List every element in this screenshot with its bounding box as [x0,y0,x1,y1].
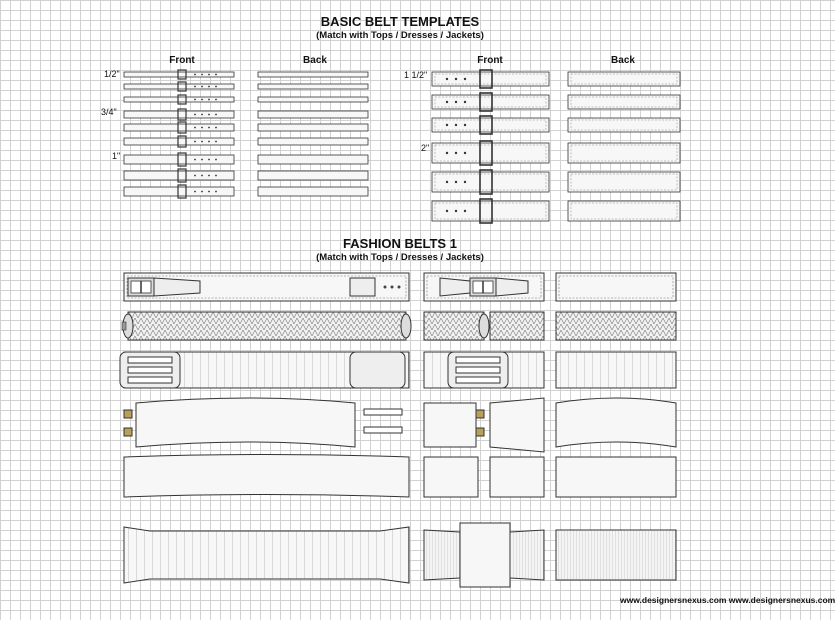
basic-hole-left-4-4 [215,114,217,116]
basic-hole-left-6-3 [208,141,210,143]
fashion-belt-4-front [124,398,402,447]
fashion-belt-4-back [556,398,676,447]
section1-subtitle: (Match with Tops / Dresses / Jackets) [316,30,484,41]
basic-belt-back-right-5 [568,172,680,192]
basic-hole-left-4-2 [201,114,203,116]
fashion-belt-5-front [124,455,409,498]
basic-belt-back-left-1 [258,72,368,77]
basic-belt-front-left-4 [124,111,234,118]
basic-hole-left-3-2 [201,99,203,101]
fashion-belts [120,273,676,587]
basic-belt-templates [124,70,680,223]
fashion-belt-2-front-2 [424,312,544,340]
basic-hole-right-4-2 [455,152,457,154]
basic-hole-right-5-1 [446,181,448,183]
basic-hole-right-4-1 [446,152,448,154]
fashion-belt-3-front-2 [424,352,544,388]
basic-belt-front-left-7 [124,155,234,164]
size-label-three-quarter-inch: 3/4" [101,107,117,117]
basic-hole-left-3-3 [208,99,210,101]
basic-belt-back-left-7 [258,155,368,164]
basic-hole-right-3-2 [455,124,457,126]
basic-hole-left-8-3 [208,175,210,177]
fashion-belt-6-front [124,527,409,583]
basic-hole-right-2-3 [464,101,466,103]
fashion-belt-5-front-2 [424,457,544,497]
basic-hole-left-6-1 [194,141,196,143]
basic-hole-left-1-4 [215,74,217,76]
back-label-right: Back [611,55,635,66]
fashion-belt-3-back [556,352,676,388]
basic-belt-front-left-8 [124,171,234,180]
basic-belt-front-left-3 [124,97,234,102]
basic-belt-front-left-5 [124,124,234,131]
basic-hole-left-2-1 [194,86,196,88]
basic-belt-front-right-4 [432,143,549,163]
basic-belt-back-left-5 [258,124,368,131]
fashion-belt-3-front [120,352,409,388]
basic-hole-left-1-2 [201,74,203,76]
basic-hole-left-3-1 [194,99,196,101]
basic-hole-left-8-1 [194,175,196,177]
basic-belt-back-left-9 [258,187,368,196]
fashion-belt-1-front [124,273,409,301]
basic-hole-left-9-4 [215,191,217,193]
basic-hole-left-9-3 [208,191,210,193]
fashion-belt-6-front-2 [424,523,544,587]
fashion-belt-1-back [556,273,676,301]
basic-hole-left-7-3 [208,159,210,161]
basic-hole-left-5-3 [208,127,210,129]
fashion-belt-4-front-2 [424,398,544,452]
basic-belt-back-left-8 [258,171,368,180]
basic-hole-right-1-3 [464,78,466,80]
basic-hole-left-5-4 [215,127,217,129]
basic-hole-left-2-4 [215,86,217,88]
basic-belt-back-left-3 [258,97,368,102]
basic-hole-right-6-1 [446,210,448,212]
basic-hole-left-9-1 [194,191,196,193]
basic-hole-left-6-4 [215,141,217,143]
basic-belt-front-left-9 [124,187,234,196]
basic-hole-right-3-1 [446,124,448,126]
fashion-belt-5-back [556,457,676,497]
basic-hole-left-9-2 [201,191,203,193]
basic-hole-right-6-3 [464,210,466,212]
basic-hole-left-4-3 [208,114,210,116]
basic-hole-left-8-2 [201,175,203,177]
fashion-belt-6-back [556,530,676,580]
basic-belt-front-left-6 [124,138,234,145]
section2-title: FASHION BELTS 1 [343,236,457,251]
basic-hole-left-7-2 [201,159,203,161]
basic-belt-front-left-1 [124,72,234,77]
basic-belt-front-right-6 [432,201,549,221]
front-label-left: Front [169,55,195,66]
basic-hole-left-1-3 [208,74,210,76]
fashion-belt-1-front-2 [424,273,544,301]
basic-hole-left-3-4 [215,99,217,101]
basic-hole-right-3-3 [464,124,466,126]
basic-hole-right-2-2 [455,101,457,103]
basic-hole-left-5-1 [194,127,196,129]
basic-hole-left-4-1 [194,114,196,116]
basic-belt-back-left-4 [258,111,368,118]
size-label-one-and-half-inch: 1 1/2" [404,70,428,80]
basic-hole-right-5-2 [455,181,457,183]
basic-hole-left-6-2 [201,141,203,143]
basic-hole-left-8-4 [215,175,217,177]
basic-belt-back-right-6 [568,201,680,221]
basic-belt-front-right-5 [432,172,549,192]
basic-hole-right-5-3 [464,181,466,183]
basic-hole-left-7-4 [215,159,217,161]
basic-hole-right-6-2 [455,210,457,212]
basic-belt-back-right-4 [568,143,680,163]
size-label-two-inch: 2" [421,143,430,153]
basic-hole-left-2-3 [208,86,210,88]
section2-subtitle: (Match with Tops / Dresses / Jackets) [316,252,484,263]
basic-belt-back-left-6 [258,138,368,145]
basic-belt-front-left-2 [124,84,234,89]
basic-hole-right-1-1 [446,78,448,80]
basic-hole-right-4-3 [464,152,466,154]
basic-hole-right-2-1 [446,101,448,103]
basic-hole-right-1-2 [455,78,457,80]
size-label-one-inch: 1" [112,151,121,161]
basic-hole-left-7-1 [194,159,196,161]
size-label-half-inch: 1/2" [104,69,120,79]
front-label-right: Front [477,55,503,66]
fashion-belt-2-front [122,312,411,340]
fashion-belt-2-back [556,312,676,340]
basic-belt-back-left-2 [258,84,368,89]
basic-hole-left-5-2 [201,127,203,129]
basic-hole-left-2-2 [201,86,203,88]
section1-title: BASIC BELT TEMPLATES [320,14,480,29]
watermark-text: www.designersnexus.com www.designersnexus.com [620,595,835,605]
basic-hole-left-1-1 [194,74,196,76]
back-label-left: Back [303,55,327,66]
